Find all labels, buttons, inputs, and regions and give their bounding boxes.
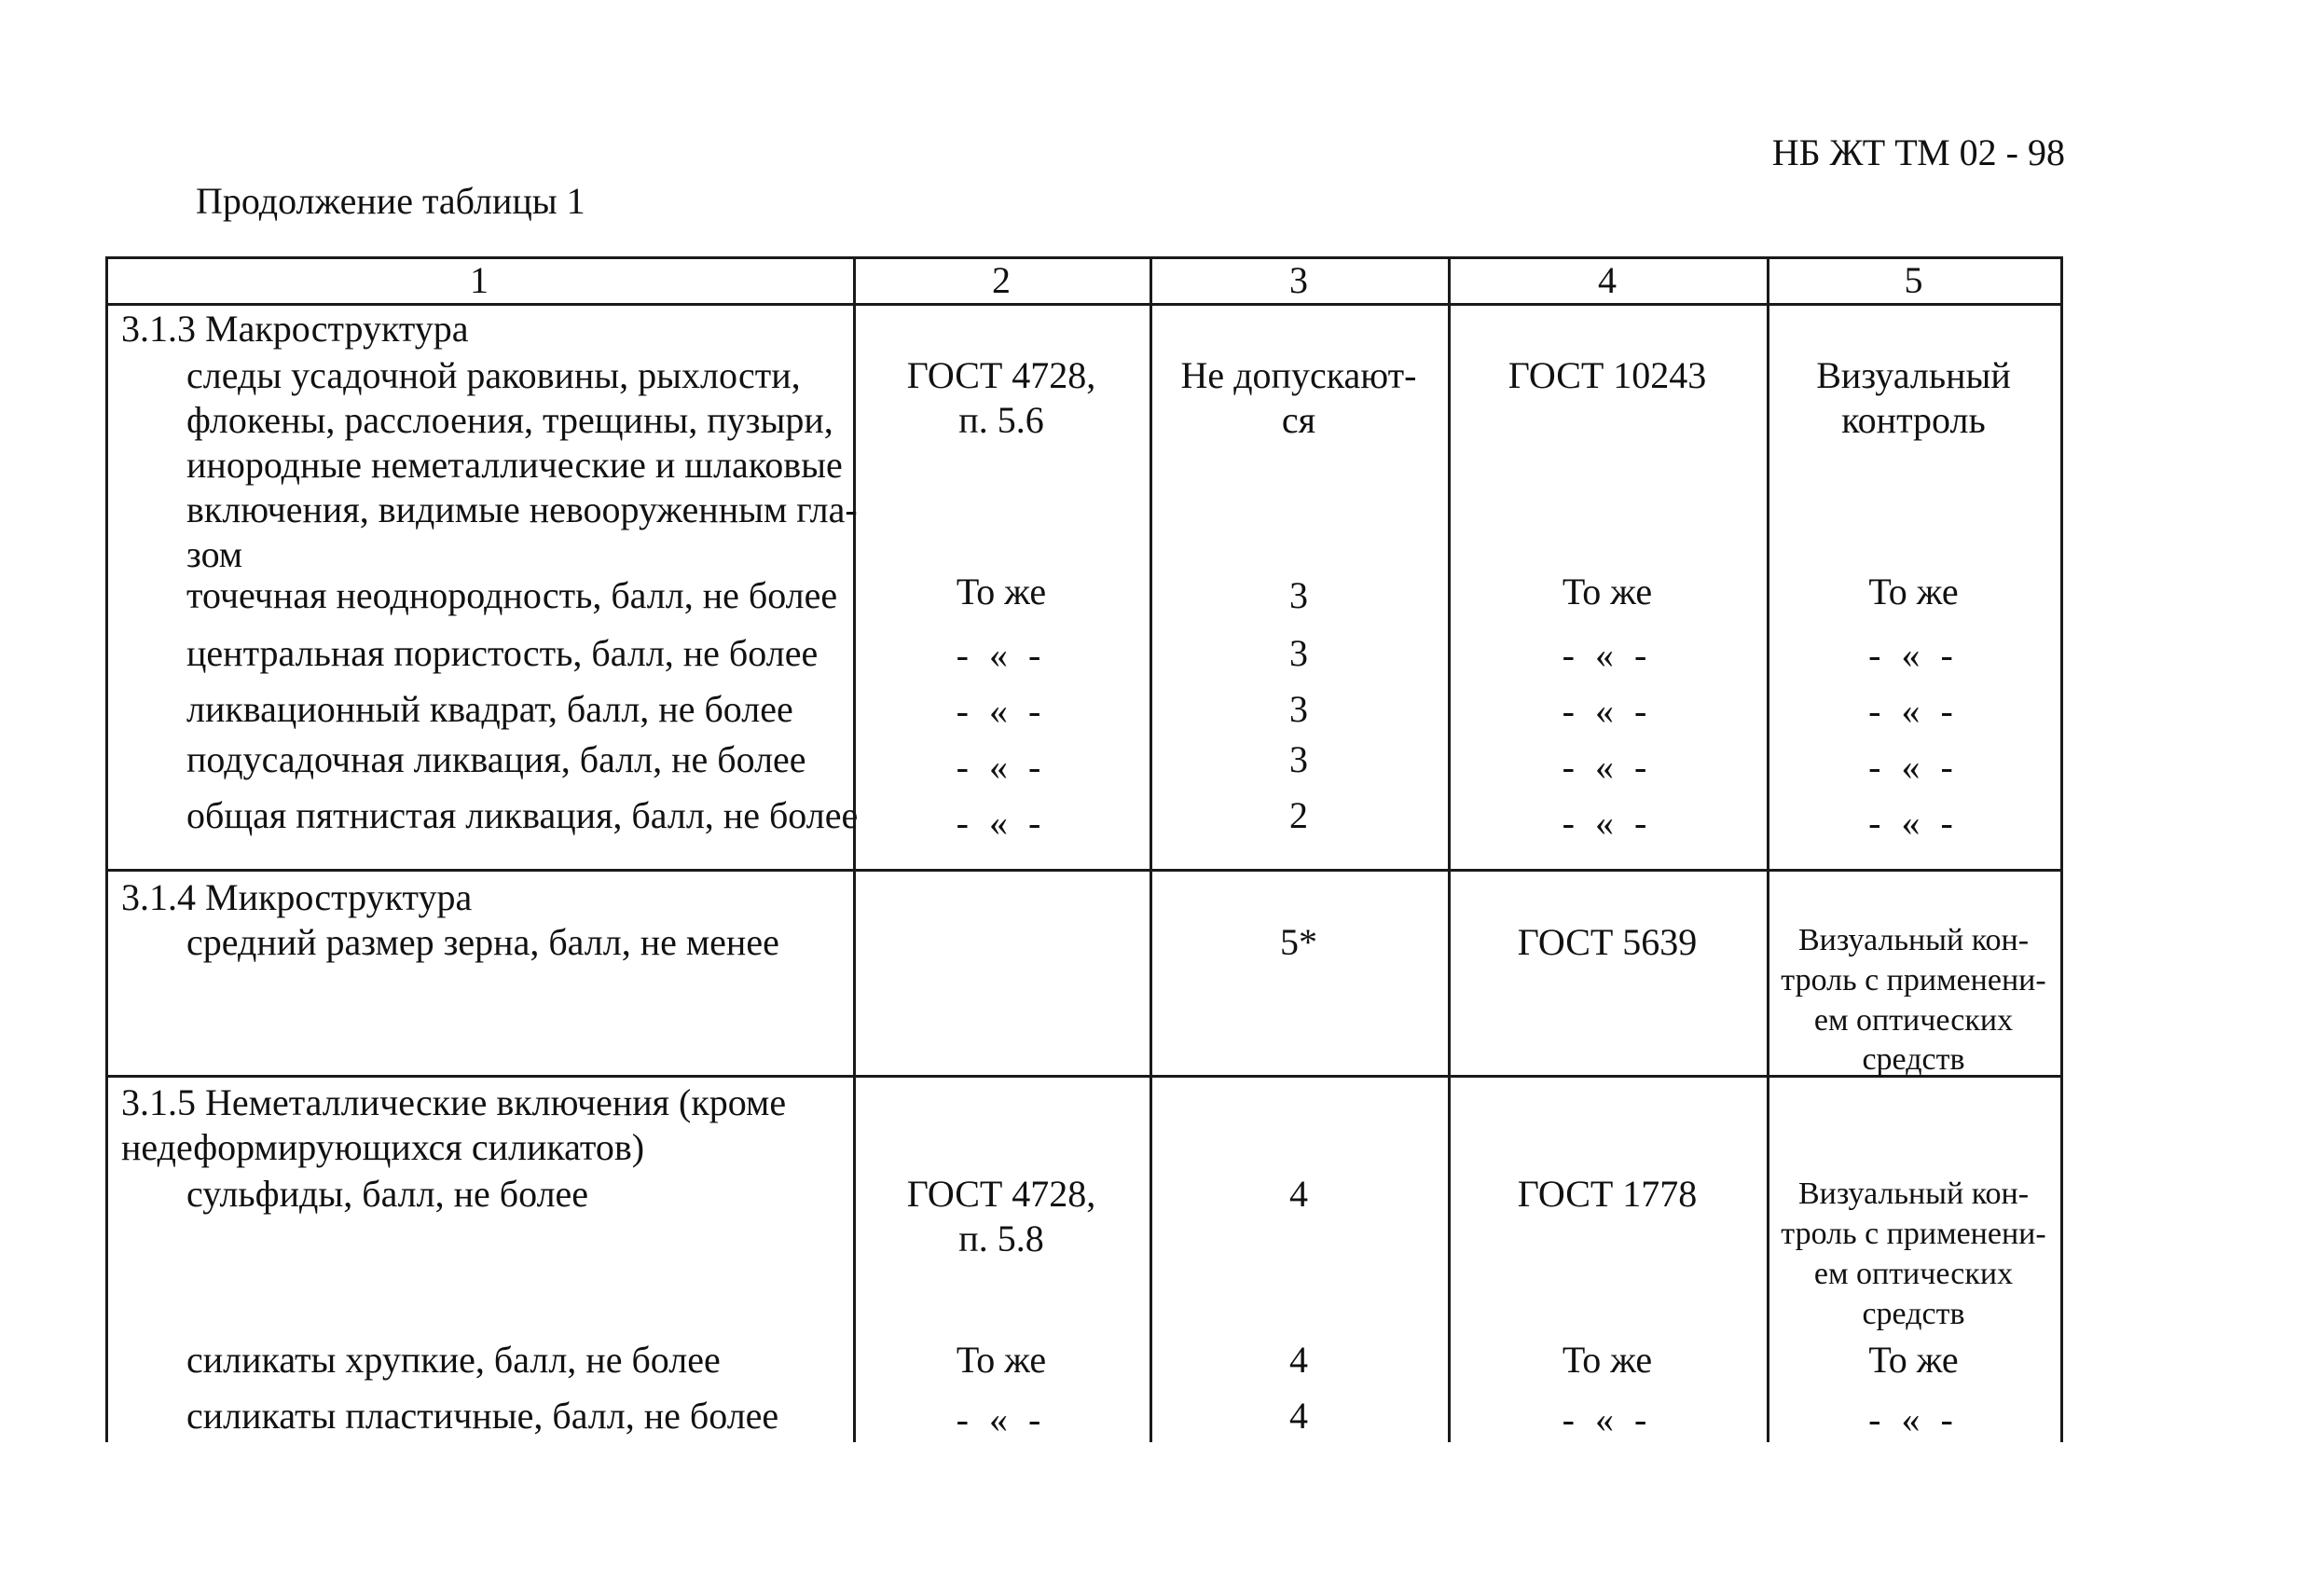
spotted-segregation-label: общая пятнистая ликвация, балл, не более xyxy=(186,794,859,836)
macro-defects-label-line-3: инородные неметаллические и шлаковые xyxy=(186,444,843,486)
subshrinkage-segregation-ref: - « - xyxy=(956,746,1047,788)
section-heading-micro: 3.1.4 Микроструктура xyxy=(121,876,473,918)
plastic-silicates-label: силикаты пластичные, балл, не более xyxy=(186,1395,779,1437)
macro-defects-label-line-2: флокены, расслоения, трещины, пузыри, xyxy=(186,399,833,441)
macro-defects-label-line-5: зом xyxy=(186,533,243,575)
central-porosity-norm: 3 xyxy=(1289,632,1308,674)
macro-section-divider xyxy=(105,869,2063,872)
macro-defects-norm-line-1: Не допускают- xyxy=(1180,354,1417,396)
central-porosity-method: - « - xyxy=(1562,634,1653,676)
sulfides-control-line-2: троль с применени- xyxy=(1781,1217,2046,1251)
macro-defects-norm-line-2: ся xyxy=(1281,399,1316,441)
grain-size-control-line-2: троль с применени- xyxy=(1781,963,2046,998)
spotted-segregation-method: - « - xyxy=(1562,802,1653,844)
sulfides-ref-line-2: п. 5.8 xyxy=(958,1218,1044,1259)
brittle-silicates-method: То же xyxy=(1562,1339,1653,1381)
grain-size-control-line-3: ем оптических xyxy=(1813,1003,2014,1038)
plastic-silicates-control: - « - xyxy=(1868,1398,1959,1440)
segregation-square-label: ликвационный квадрат, балл, не более xyxy=(186,688,793,730)
sulfides-control-line-1: Визуальный кон- xyxy=(1797,1176,2030,1211)
column-number-5: 5 xyxy=(1904,259,1923,301)
brittle-silicates-ref: То же xyxy=(956,1339,1047,1381)
macro-defects-control-line-2: контроль xyxy=(1841,399,1986,441)
spec-table xyxy=(105,256,2063,1442)
sulfides-label: сульфиды, балл, не более xyxy=(186,1173,589,1215)
subshrinkage-segregation-control: - « - xyxy=(1868,746,1959,788)
section-heading-inclusions-line-1: 3.1.5 Неметаллические включения (кроме xyxy=(121,1081,787,1123)
macro-defects-ref-line-2: п. 5.6 xyxy=(958,399,1044,441)
grain-size-norm: 5* xyxy=(1280,921,1317,963)
column-divider-3 xyxy=(1448,256,1451,1442)
plastic-silicates-method: - « - xyxy=(1562,1398,1653,1440)
column-number-3: 3 xyxy=(1289,259,1308,301)
point-heterogeneity-label: точечная неоднородность, балл, не более xyxy=(186,574,838,616)
spotted-segregation-norm: 2 xyxy=(1289,794,1308,836)
brittle-silicates-label: силикаты хрупкие, балл, не более xyxy=(186,1339,721,1381)
point-heterogeneity-ref: То же xyxy=(956,571,1047,612)
point-heterogeneity-method: То же xyxy=(1562,571,1653,612)
table-caption: Продолжение таблицы 1 xyxy=(196,180,585,222)
segregation-square-method: - « - xyxy=(1562,690,1653,732)
sulfides-control-line-3: ем оптических xyxy=(1813,1257,2014,1291)
doc-code: НБ ЖТ ТМ 02 - 98 xyxy=(1771,131,2065,173)
brittle-silicates-control: То же xyxy=(1868,1339,1959,1381)
sulfides-control-line-4: средств xyxy=(1862,1297,1965,1331)
sulfides-method: ГОСТ 1778 xyxy=(1517,1173,1698,1215)
table-border-left xyxy=(105,256,108,1442)
column-number-4: 4 xyxy=(1598,259,1617,301)
table-border-right xyxy=(2060,256,2063,1442)
plastic-silicates-ref: - « - xyxy=(956,1398,1047,1440)
macro-defects-method: ГОСТ 10243 xyxy=(1508,354,1707,396)
central-porosity-label: центральная пористость, балл, не более xyxy=(186,632,819,674)
macro-defects-ref-line-1: ГОСТ 4728, xyxy=(906,354,1096,396)
segregation-square-ref: - « - xyxy=(956,690,1047,732)
header-row-divider xyxy=(105,303,2063,306)
grain-size-control-line-1: Визуальный кон- xyxy=(1797,923,2030,957)
point-heterogeneity-norm: 3 xyxy=(1289,574,1308,616)
subshrinkage-segregation-norm: 3 xyxy=(1289,738,1308,780)
plastic-silicates-norm: 4 xyxy=(1289,1395,1308,1437)
point-heterogeneity-control: То же xyxy=(1868,571,1959,612)
grain-size-control-line-4: средств xyxy=(1862,1042,1965,1077)
column-number-1: 1 xyxy=(470,259,489,301)
sulfides-norm: 4 xyxy=(1289,1173,1308,1215)
macro-defects-control-line-1: Визуальный xyxy=(1816,354,2011,396)
spotted-segregation-ref: - « - xyxy=(956,802,1047,844)
grain-size-label: средний размер зерна, балл, не менее xyxy=(186,921,779,963)
brittle-silicates-norm: 4 xyxy=(1289,1339,1308,1381)
grain-size-method: ГОСТ 5639 xyxy=(1517,921,1698,963)
central-porosity-ref: - « - xyxy=(956,634,1047,676)
segregation-square-norm: 3 xyxy=(1289,688,1308,730)
central-porosity-control: - « - xyxy=(1868,634,1959,676)
section-heading-inclusions-line-2: недеформирующихся силикатов) xyxy=(121,1126,645,1168)
column-number-2: 2 xyxy=(992,259,1011,301)
section-heading-macro: 3.1.3 Макроструктура xyxy=(121,308,469,350)
macro-defects-label-line-4: включения, видимые невооруженным гла- xyxy=(186,488,858,530)
subshrinkage-segregation-label: подусадочная ликвация, балл, не более xyxy=(186,738,806,780)
segregation-square-control: - « - xyxy=(1868,690,1959,732)
sulfides-ref-line-1: ГОСТ 4728, xyxy=(906,1173,1096,1215)
spotted-segregation-control: - « - xyxy=(1868,802,1959,844)
subshrinkage-segregation-method: - « - xyxy=(1562,746,1653,788)
macro-defects-label-line-1: следы усадочной раковины, рыхлости, xyxy=(186,354,801,396)
